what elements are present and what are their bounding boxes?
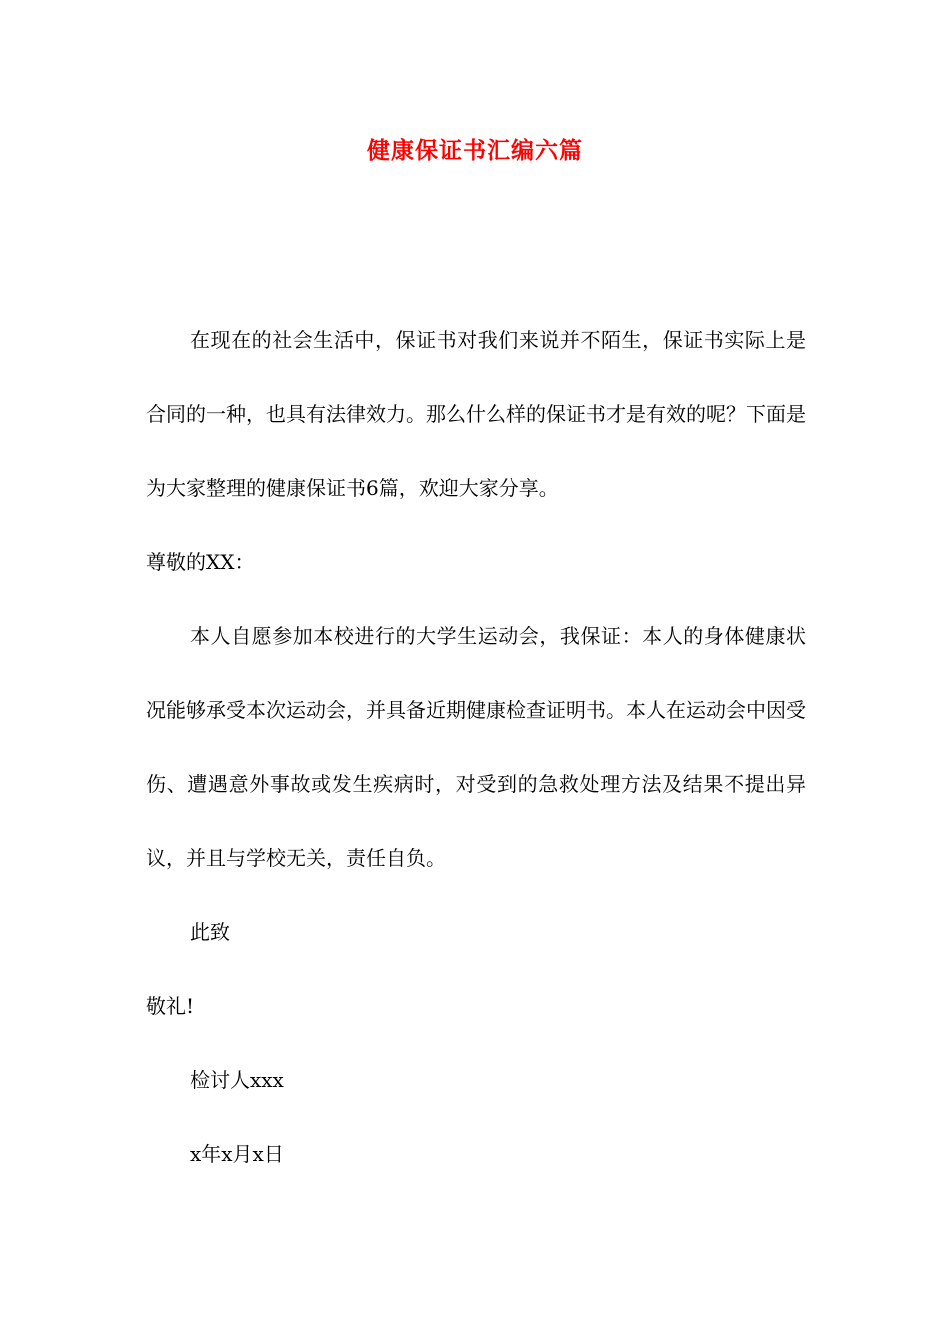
document-title: 健康保证书汇编六篇 xyxy=(367,137,583,164)
closing-line: 此致 xyxy=(190,920,230,944)
intro-paragraph: 在现在的社会生活中，保证书对我们来说并不陌生，保证书实际上是合同的一种，也具有法律效力。那么什么样的保证书才是有效的呢？下面是为大家整理的健康保证书6篇，欢迎大家分享。 xyxy=(146,328,806,500)
body-paragraph: 本人自愿参加本校进行的大学生运动会，我保证：本人的身体健康状况能够承受本次运动会，并具备近期健康检查证明书。本人在运动会中因受伤、遭遇意外事故或发生疾病时，对受到的急救处理方法及结果不提出异议，并且与学校无关，责任自负。 xyxy=(146,624,806,870)
date-line: x年x月x日 xyxy=(190,1142,284,1166)
document-body xyxy=(146,303,806,1191)
regards-line: 敬礼! xyxy=(146,994,195,1018)
signer-line: 检讨人xxx xyxy=(190,1068,284,1092)
salutation: 尊敬的XX： xyxy=(146,550,255,574)
